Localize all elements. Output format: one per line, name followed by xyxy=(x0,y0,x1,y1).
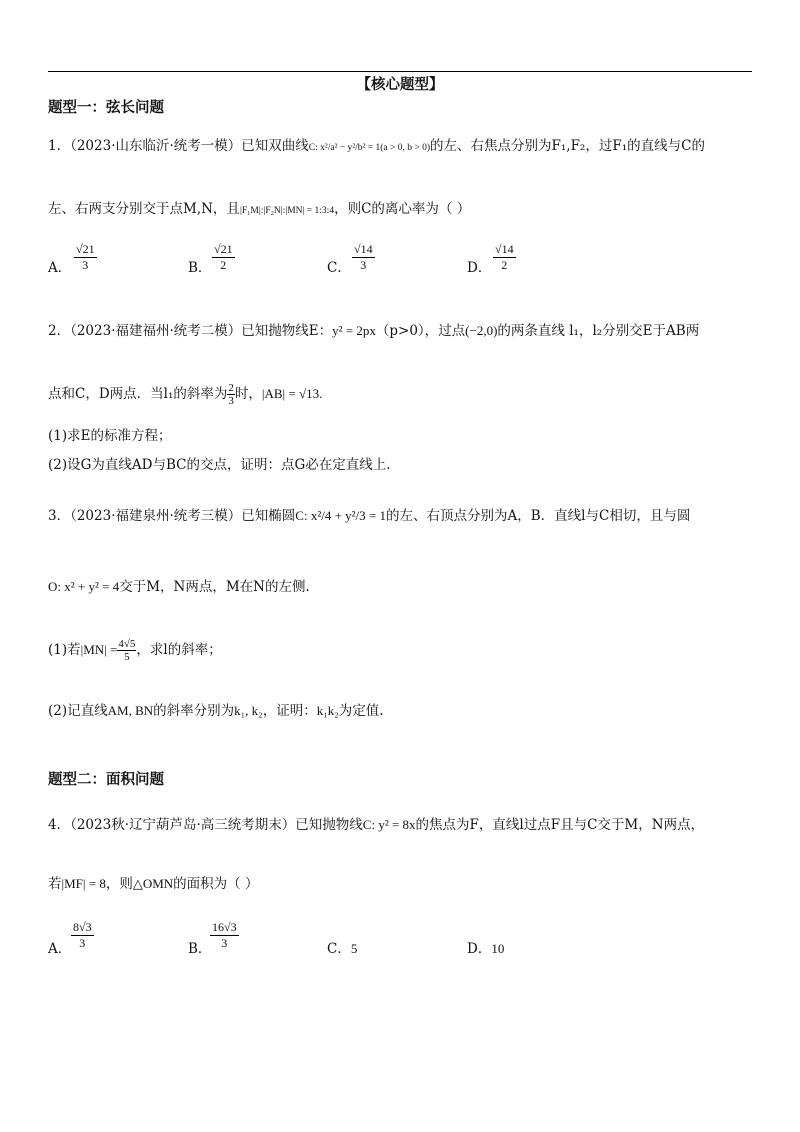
q1-ratio-expression: |F₁M|:|F₂N|:|MN| = 1:3:4 xyxy=(239,206,335,216)
q4-option-b[interactable] xyxy=(188,937,211,957)
q3-subquestion-2 xyxy=(48,702,384,720)
q1-option-d-label: D． xyxy=(467,260,492,276)
q3-ellipse-equation: C: x²/4 + y²/3 = 1 xyxy=(295,508,386,523)
q1-option-c-num: √14 xyxy=(354,242,373,256)
q3-line1-suffix: 的左、右顶点分别为A，B．直线l与C相切，且与圆 xyxy=(386,508,691,524)
q1-option-c[interactable] xyxy=(327,256,351,276)
q1-option-d[interactable] xyxy=(467,256,491,276)
q1-option-a-den: 3 xyxy=(82,258,89,272)
q2-line1-suffix: 的两条直线 l₁，l₂分别交E于AB两 xyxy=(497,323,700,339)
q1-line1-prefix: 1．（2023·山东临沂·统考一模）已知双曲线 xyxy=(48,138,309,154)
q4-line1 xyxy=(48,816,704,834)
q4-option-a-num: 8√3 xyxy=(73,920,92,934)
q2-ab-length: |AB| = √13. xyxy=(261,386,323,401)
q4-mf-length: |MF| = 8 xyxy=(61,876,106,891)
q3-slopes-k1-k2: k₁, k₂ xyxy=(234,703,263,718)
q3-sub2-mid: 的斜率分别为 xyxy=(153,703,235,719)
q4-option-d[interactable] xyxy=(467,937,504,957)
q2-slope-num: 2 xyxy=(228,382,234,394)
page-heading: 【核心题型】 xyxy=(356,77,444,93)
q2-line1 xyxy=(48,322,699,340)
q1-line2 xyxy=(48,200,470,220)
q4-triangle-omn: △OMN xyxy=(132,876,174,891)
q1-option-d-num: √14 xyxy=(495,242,514,256)
q3-line1-prefix: 3．（2023·福建泉州·统考三模）已知椭圆 xyxy=(48,508,296,524)
q2-parabola-equation: y² = 2px xyxy=(332,323,376,338)
q1-option-a-num: √21 xyxy=(76,242,95,256)
q1-option-a-label: A． xyxy=(48,260,72,276)
q2-slope-fraction xyxy=(227,382,235,407)
q1-option-b-num: √21 xyxy=(214,242,233,256)
q1-option-b-label: B． xyxy=(188,260,212,276)
q4-option-d-label: D． xyxy=(467,941,492,957)
q3-line1 xyxy=(48,507,690,525)
q3-lines-am-bn: AM, BN xyxy=(107,703,154,718)
q3-sub2-suffix: 为定值. xyxy=(338,703,384,719)
q1-option-d-den: 2 xyxy=(501,258,508,272)
q1-option-b[interactable] xyxy=(188,256,211,276)
q4-option-b-num: 16√3 xyxy=(212,920,237,934)
q4-option-c-value: 5 xyxy=(350,941,358,956)
q4-line1-prefix: 4．（2023秋·辽宁葫芦岛·高三统考期末）已知抛物线 xyxy=(48,817,363,833)
q3-subquestion-1 xyxy=(48,638,222,663)
q4-option-b-label: B． xyxy=(188,941,212,957)
q4-option-a-den: 3 xyxy=(79,936,86,950)
q3-circle-equation: O: x² + y² = 4 xyxy=(48,579,120,594)
q4-line2-mid: ，则 xyxy=(105,876,133,892)
q3-sub1-prefix: (1)若 xyxy=(48,642,81,658)
q4-option-a-label: A． xyxy=(48,941,72,957)
q2-line2 xyxy=(48,382,322,407)
q4-option-b-den: 3 xyxy=(221,936,228,950)
q3-line2-suffix: 交于M，N两点，M在N的左侧. xyxy=(119,579,310,595)
q1-line1-suffix: 的左、右焦点分别为F₁,F₂，过F₁的直线与C的 xyxy=(430,138,705,154)
q2-point: (−2,0) xyxy=(465,323,498,338)
q2-line2-mid: 时， xyxy=(234,386,262,402)
q4-option-b-value xyxy=(210,920,239,951)
q4-option-a-value xyxy=(71,920,94,951)
section-title-chord-length: 题型一：弦长问题 xyxy=(48,100,164,116)
q2-subquestion-2: (2)设G为直线AD与BC的交点，证明：点G必在定直线上. xyxy=(48,457,391,473)
q4-line2 xyxy=(48,875,258,893)
q1-option-b-value xyxy=(212,242,235,273)
q3-mn-fraction xyxy=(117,638,136,663)
q4-parabola-equation: C: y² = 8x xyxy=(362,817,416,832)
q1-line2-suffix: ，则C的离心率为（ ） xyxy=(334,201,471,217)
q1-option-c-value xyxy=(352,242,375,273)
q4-option-c[interactable] xyxy=(327,937,357,957)
q1-line2-prefix: 左、右两支分别交于点M,N，且 xyxy=(48,201,240,217)
q3-mn-den: 5 xyxy=(124,651,130,663)
q3-product-k1k2: k₁k₂ xyxy=(316,703,339,718)
q1-line1 xyxy=(48,137,705,157)
q1-option-c-label: C． xyxy=(327,260,351,276)
q3-line2 xyxy=(48,578,310,596)
q4-line2-suffix: 的面积为（ ） xyxy=(173,876,259,892)
header-rule xyxy=(48,71,752,72)
q2-slope-den: 3 xyxy=(228,395,234,407)
q1-option-d-value xyxy=(493,242,516,273)
q1-option-b-den: 2 xyxy=(220,258,227,272)
q1-hyperbola-equation: C: x²/a² − y²/b² = 1(a > 0, b > 0) xyxy=(308,143,430,153)
q4-line1-suffix: 的焦点为F，直线l过点F且与C交于M，N两点， xyxy=(415,817,705,833)
q2-subquestion-1: (1)求E的标准方程； xyxy=(48,428,172,444)
q2-line1-mid: （p>0），过点 xyxy=(375,323,466,339)
q1-option-c-den: 3 xyxy=(360,258,367,272)
q4-option-a[interactable] xyxy=(48,937,71,957)
q2-line2-prefix: 点和C，D两点．当l₁的斜率为 xyxy=(48,386,228,402)
q4-option-c-label: C． xyxy=(327,941,351,957)
q1-option-a[interactable] xyxy=(48,256,71,276)
section-title-area: 题型二：面积问题 xyxy=(48,772,164,788)
q3-mn-num: 4√5 xyxy=(118,638,136,650)
q3-sub2-mid2: ，证明： xyxy=(262,703,317,719)
q3-sub2-prefix: (2)记直线 xyxy=(48,703,108,719)
q4-option-d-value: 10 xyxy=(491,941,505,956)
q3-mn-length: |MN| = xyxy=(80,642,118,657)
q1-option-a-value xyxy=(74,242,97,273)
q3-sub1-suffix: ，求l的斜率； xyxy=(136,642,222,658)
q4-line2-prefix: 若 xyxy=(48,876,62,892)
q2-line1-prefix: 2．（2023·福建福州·统考二模）已知抛物线E： xyxy=(48,323,333,339)
